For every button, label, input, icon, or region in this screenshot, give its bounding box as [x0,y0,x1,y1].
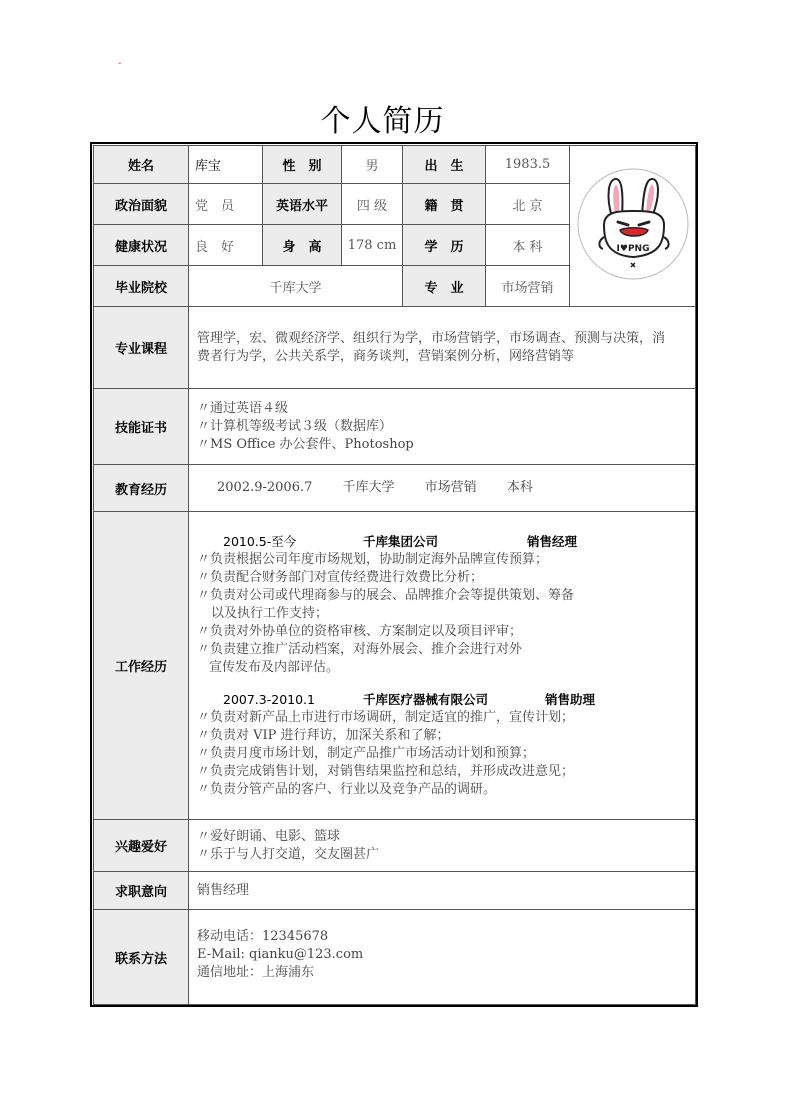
name-label: 姓名 [94,146,189,184]
list-item: 〃MS Office 办公套件、Photoshop [197,436,414,452]
health-value: 良 好 [189,225,263,266]
education-label: 教育经历 [94,465,189,512]
degree-value: 本 科 [486,225,570,266]
objective-value: 销售经理 [189,872,696,910]
row-education [94,465,696,512]
education-school: 千库大学 [342,480,395,495]
politics-value: 党 员 [189,184,263,225]
list-item: 〃负责分管产品的客户、行业以及竞争产品的调研。 [197,781,497,797]
height-label: 身 高 [263,225,342,266]
row-objective [94,872,696,910]
height-value: 178 cm [342,225,403,266]
work-content [189,512,696,820]
list-item: 〃通过英语４级 [197,400,289,416]
list-item: 〃负责对外协单位的资格审核、方案制定以及项目评审； [197,623,523,639]
avatar [576,167,690,281]
list-item: 〃负责配合财务部门对宣传经费进行效费比分析； [197,569,484,585]
courses-label: 专业课程 [94,307,189,389]
gender-value: 男 [342,146,403,184]
list-item: 〃负责根据公司年度市场规划，协助制定海外品牌宣传预算； [197,551,549,567]
job1-period: 2010.5-至今 [223,533,297,549]
job2-header [197,691,687,709]
courses-line: 管理学，宏、微观经济学、组织行为学，市场营销学，市场调查、预测与决策，消 [197,330,666,346]
list-item-continued: 宣传发布及内部评估。 [209,659,340,675]
row-skills [94,389,696,465]
job1-company: 千库集团公司 [363,533,439,549]
contact-email: E-Mail: qianku@123.com [197,947,364,962]
row-courses [94,307,696,389]
list-item: 〃爱好朗诵、电影、篮球 [197,828,341,844]
english-value: 四 级 [342,184,403,225]
job1-header [197,533,687,551]
birth-label: 出 生 [403,146,486,184]
list-item: 〃计算机等级考试３级（数据库） [197,418,393,434]
education-degree: 本科 [506,480,533,495]
row-hobbies [94,820,696,872]
list-item: 〃负责对 VIP 进行拜访，加深关系和了解； [197,727,450,743]
english-label: 英语水平 [263,184,342,225]
list-item: 〃负责完成销售计划，对销售结果监控和总结，并形成改进意见； [197,763,575,779]
education-period: 2002.9-2006.7 [217,480,313,495]
list-item: 〃负责月度市场计划，制定产品推广市场活动计划和预算； [197,745,536,761]
list-item-continued: 以及执行工作支持； [211,605,329,621]
job1-title: 销售经理 [527,533,578,549]
skills-label: 技能证书 [94,389,189,465]
courses-line: 费者行为学，公共关系学，商务谈判，营销案例分析，网络营销等 [197,348,575,364]
contact-address: 通信地址：上海浦东 [197,965,315,980]
hobbies-content [189,820,696,872]
page-title: 个人简历 [320,104,445,139]
photo-cell [570,146,696,307]
row-basic-1 [94,146,696,184]
school-value: 千库大学 [189,266,403,307]
major-value: 市场营销 [486,266,570,307]
native-value: 北 京 [486,184,570,225]
health-label: 健康状况 [94,225,189,266]
name-value: 库宝 [189,146,263,184]
politics-label: 政治面貌 [94,184,189,225]
avatar-badge-text: I♥PNG [616,244,649,254]
resume-table [93,145,696,1005]
job2-company: 千库医疗器械有限公司 [363,691,489,707]
job2-period: 2007.3-2010.1 [223,691,315,707]
contact-label: 联系方法 [94,910,189,1005]
job2-title: 销售助理 [545,691,596,707]
gender-label: 性 别 [263,146,342,184]
list-item: 〃负责建立推广活动档案，对海外展会、推介会进行对外 [197,641,523,657]
row-contact [94,910,696,1005]
work-label: 工作经历 [94,512,189,820]
row-work [94,512,696,820]
list-item: 〃负责对新产品上市进行市场调研，制定适宜的推广，宣传计划； [197,709,575,725]
skills-content [189,389,696,465]
objective-label: 求职意向 [94,872,189,910]
contact-phone: 移动电话：12345678 [197,929,329,944]
list-item: 〃乐于与人打交道，交友圈甚广 [197,846,380,862]
hobbies-label: 兴趣爱好 [94,820,189,872]
contact-content [189,910,696,1005]
education-content [189,465,696,512]
list-item: 〃负责对公司或代理商参与的展会、品牌推介会等提供策划、筹备 [197,587,575,603]
major-label: 专 业 [403,266,486,307]
birth-value: 1983.5 [486,146,570,184]
courses-content [189,307,696,389]
school-label: 毕业院校 [94,266,189,307]
native-label: 籍 贯 [403,184,486,225]
degree-label: 学 历 [403,225,486,266]
education-major: 市场营销 [424,480,477,495]
red-mark: - [118,58,122,69]
